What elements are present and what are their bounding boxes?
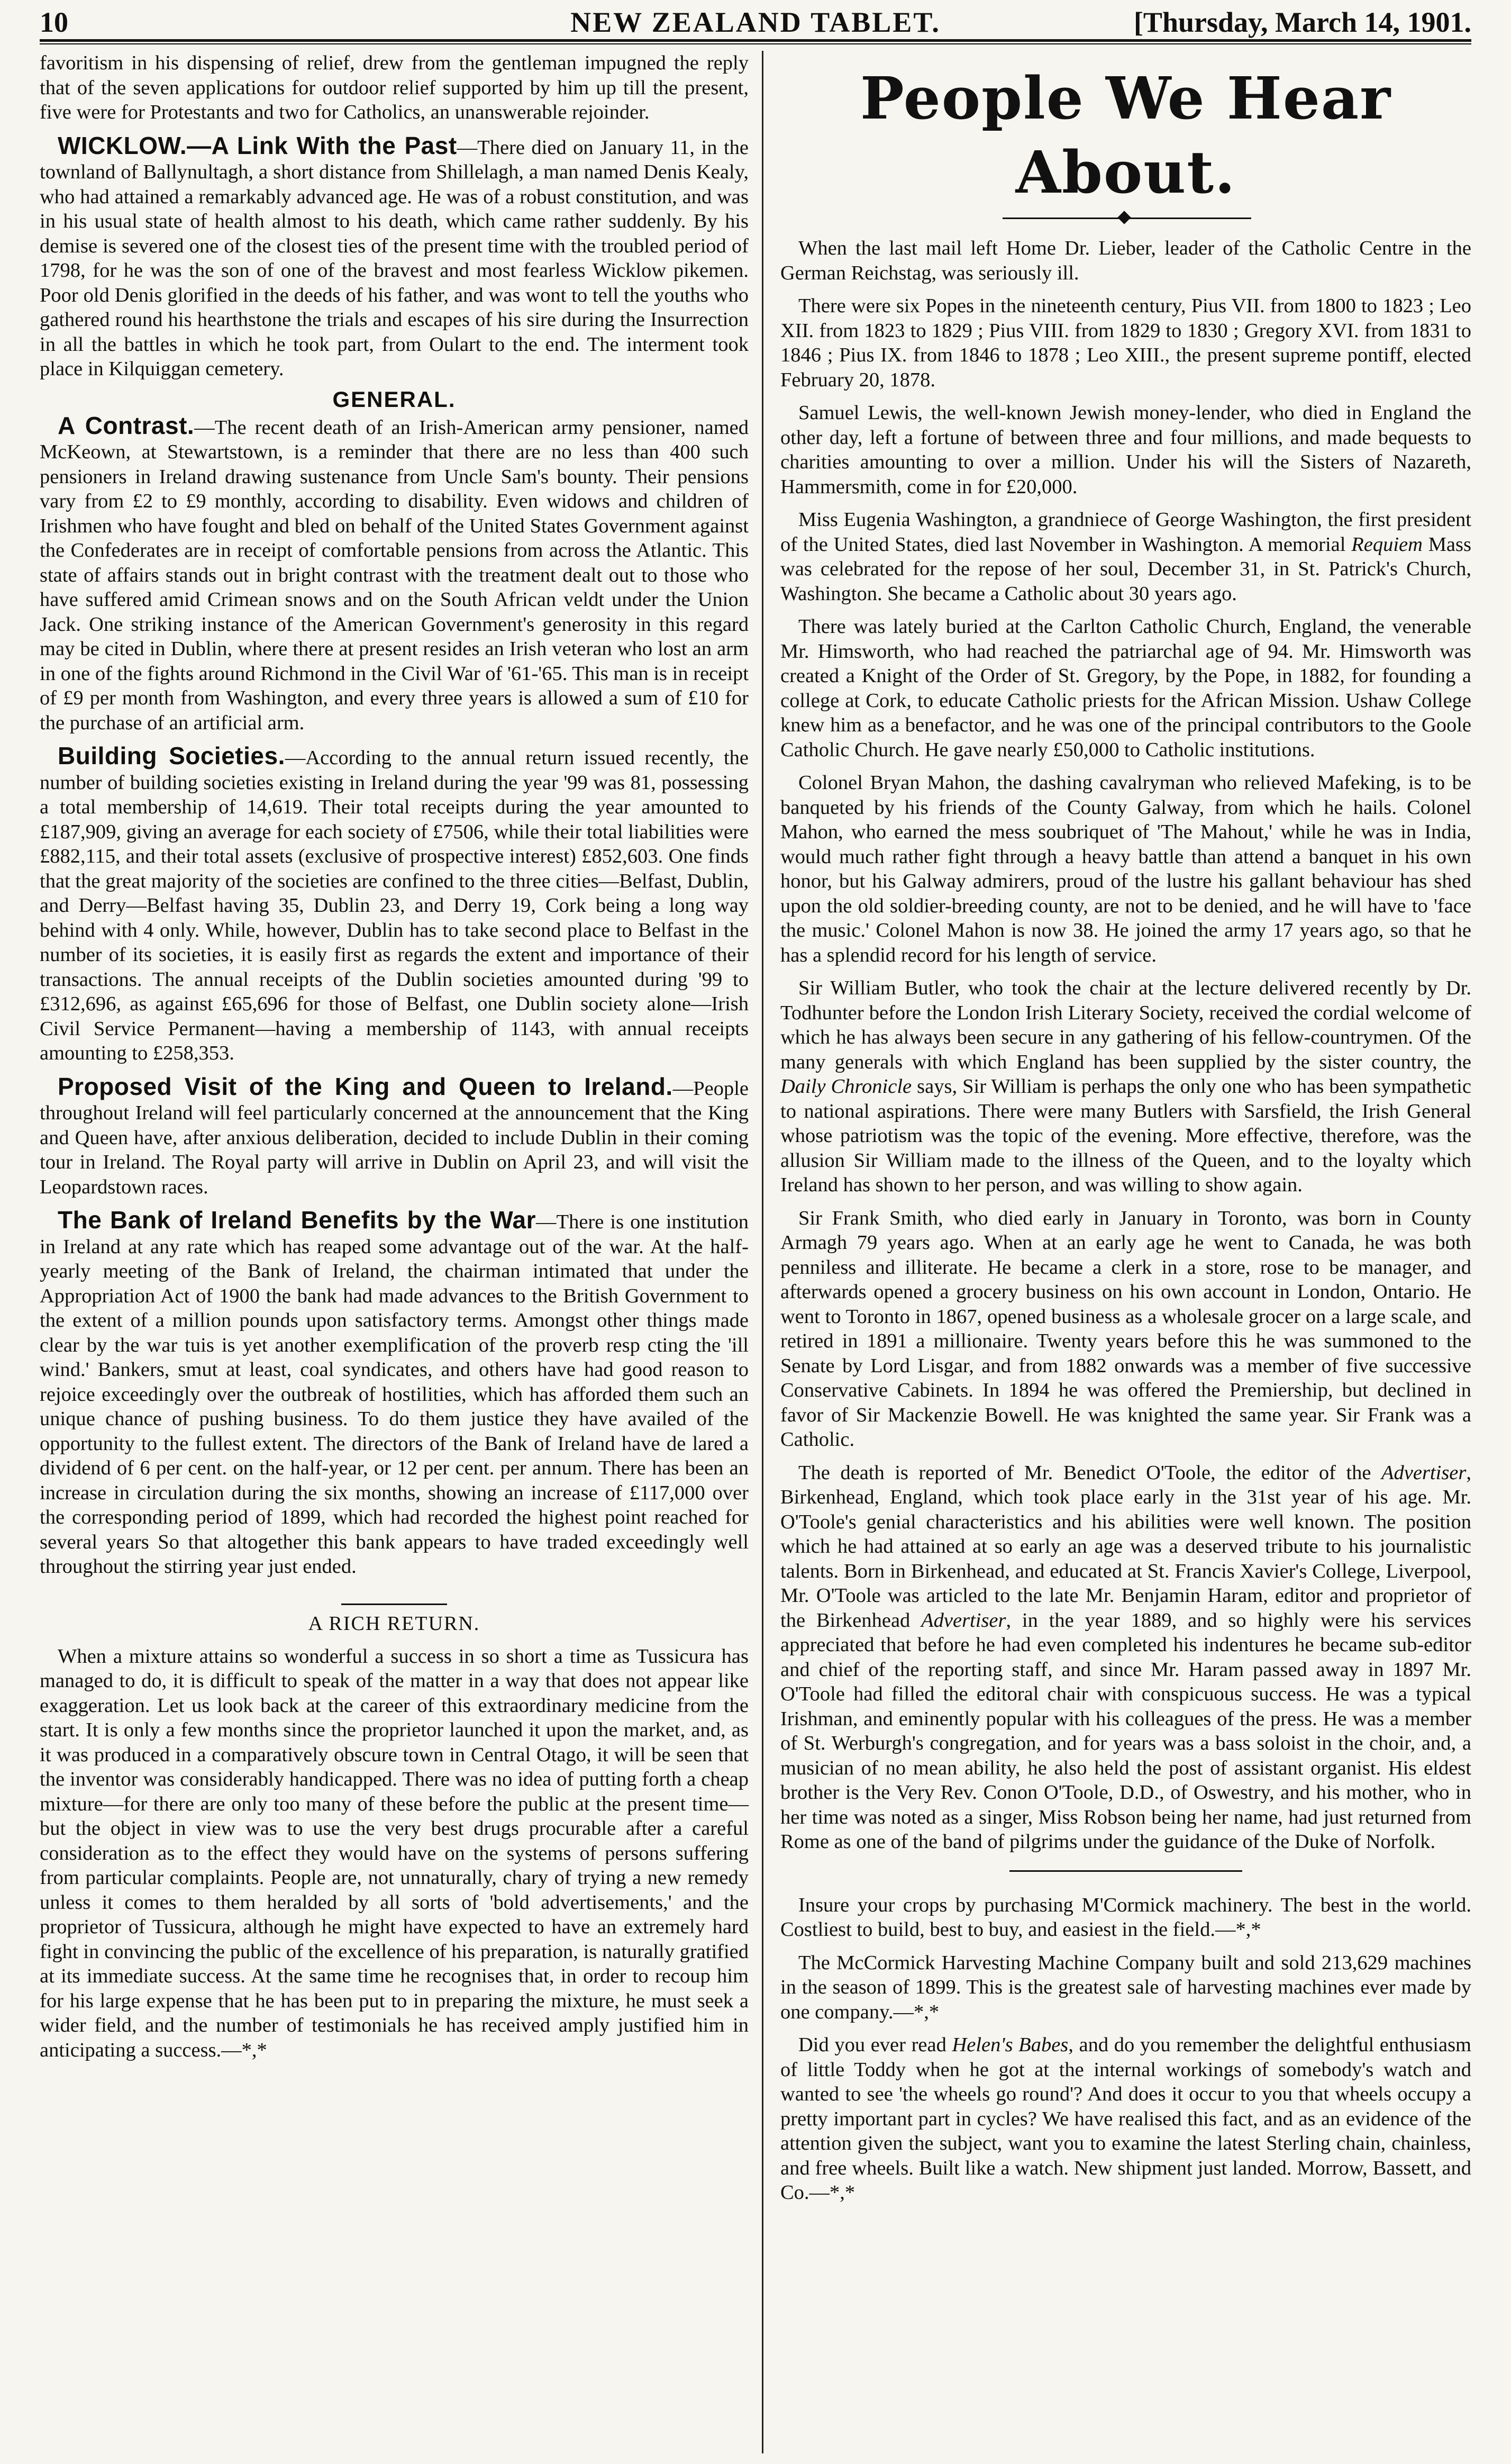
article-wicklow	[40, 133, 749, 382]
run-in-heading: A Contrast.	[58, 411, 195, 439]
article-text: —There is one institution in Ireland at any rate which has reaped some advantage out of the war. At the half-yearly meeting of the Bank of Ireland, the chairman intimated that under the Appropriation Act of 1900 the bank had made advances to the British Government to the extent of a million pounds upon satisfactory terms. Amongst other things made clear by the war tuis is yet another exemplification of the proverb resp cting the 'ill wind.' Bankers, smut at least, coal syndicates, and others have had good reason to rejoice exceedingly over the outbreak of hostilities, which has afforded them such an unique chance of pushing business. To do them justice they have availed of the opportunity to the fullest extent. The directors of the Bank of Ireland have de lared a dividend of 6 per cent. on the half-year, or 12 per cent. per annum. There has been an increase in circulation during the six months, showing an increase of £117,000 over the corresponding period of 1899, which had recorded the highest point reached for several years So that altogether this bank appears to have traded exceedingly well throughout the stirring year just ended.	[40, 1211, 749, 1578]
item-otoole	[780, 1461, 1471, 1854]
item-lieber: When the last mail left Home Dr. Lieber, leader of the Catholic Centre in the German Reichstag, was seriously ill.	[780, 237, 1471, 284]
text: Mass was celebrated for the repose of her soul, December 31, in St. Patrick's Church, Washington. She became a Catholic about 30 years ago.	[780, 533, 1471, 605]
header-rule-thin	[40, 43, 1471, 44]
newspaper-title: NEW ZEALAND TABLET.	[570, 6, 941, 38]
italic-text: Requiem	[1351, 533, 1423, 556]
text: The death is reported of Mr. Benedict O'Toole, the editor of the	[798, 1461, 1371, 1484]
page-number: 10	[40, 6, 68, 38]
article-text: —According to the annual return issued recently, the number of building societies existing in Ireland during the year '99 was 81, possessing a total membership of 14,619. Their total receipts during the year amounted to £187,909, giving an average for each society of £7506, while their total liabilities were £882,115, and their total assets (exclusive of prospective interest) £852,603. One finds that the great majority of the societies are confined to the three cities—Belfast, Dublin, and Derry—Belfast having 35, Dublin 23, and Derry 19, Cork being a long way behind with 4 only. While, however, Dublin has to take second place to Belfast in the number of its societies, it is easily first as regards the extent and importance of their transactions. The annual receipts of the Dublin societies amounted during '99 to £312,696, as against £65,696 for those of Belfast, one Dublin society alone—Irish Civil Service Permanent—having a membership of 1143, with annual receipts amounting to £258,353.	[40, 747, 749, 1064]
header-rule	[40, 39, 1471, 42]
issue-date: [Thursday, March 14, 1901.	[1133, 6, 1471, 38]
item-lewis: Samuel Lewis, the well-known Jewish money-lender, who died in England the other day, left a fortune of between three and four millions, and made bequests to charities amounting to over a million. Under his will the Sisters of Nazareth, Hammersmith, come in for £20,000.	[780, 402, 1471, 498]
article-text: —There died on January 11, in the townland of Ballynultagh, a short distance from Shillelagh, a man named Denis Kealy, who had attained a remarkably advanced age. He was of a robust constitution, and was in his usual state of health almost to his death, which came rather suddenly. By his demise is severed one of the closest ties of the present time with the troubled period of 1798, for he was the son of one of the bravest and most fearless Wicklow pikemen. Poor old Denis glorified in the deeds of his father, and was wont to tell the youths who gathered round his hearthstone the trials and escapes of his sire during the Insurrection in all the battles in which he took part, from Oulart to the end. The interment took place in Kilquiggan cemetery.	[40, 136, 749, 380]
section-heading-general: GENERAL.	[332, 386, 456, 412]
section-divider	[1009, 1870, 1242, 1872]
people-we-hear-about-heading: People We Hear About.	[860, 64, 1392, 206]
continued-paragraph: favoritism in his dispensing of relief, drew from the gentleman impugned the reply that of the seven applications for outdoor relief supported by him up till the present, five were for Protestants and two for Catholics, an unanswerable rejoinder.	[40, 52, 749, 123]
column-divider	[762, 51, 763, 2453]
right-column	[780, 51, 1471, 2205]
diamond-ornament-icon	[1117, 211, 1131, 224]
item-butler	[780, 976, 1471, 1198]
text: says, Sir William is perhaps the only one who has been sympathetic to national aspirations. There were many Butlers with Sarsfield, the Irish General whose patriotism was the topic of the evening. More effective, therefore, was the allusion Sir William made to the illness of the Queen, and to the loyalty which Ireland has shown to her person, and was willing to show again.	[780, 1075, 1472, 1196]
item-popes: There were six Popes in the nineteenth century, Pius VII. from 1800 to 1823 ; Leo XII. from 1823 to 1829 ; Pius VIII. from 1829 to 1830 ; Gregory XVI. from 1831 to 1846 ; Pius IX. from 1846 to 1878 ; Leo XIII., the present supreme pontiff, elected February 20, 1878.	[780, 295, 1471, 391]
article-text: —People throughout Ireland will feel particularly concerned at the announcement that the King and Queen have, after anxious deliberation, decided to include Dublin in their coming tour in Ireland. The Royal party will arrive in Dublin on April 23, and will visit the Leopardstown races.	[40, 1077, 749, 1198]
item-mahon: Colonel Bryan Mahon, the dashing cavalryman who relieved Mafeking, is to be banqueted by his friends of the County Galway, from which he hails. Colonel Mahon, who earned the mess soubriquet of 'The Mahout,' while he was in India, would much rather fight through a heavy battle than attend a banquet in his own honor, but his Galway admirers, proud of the lustre his gallant behaviour has shed upon the old soldier-breeding county, are not to be denied, and he will have to 'face the music.' Colonel Mahon is now 38. He joined the army 17 years ago, so that he has a splendid record for his length of service.	[780, 772, 1471, 966]
run-in-heading: The Bank of Ireland Benefits by the War	[58, 1206, 536, 1234]
article-text: —The recent death of an Irish-American army pensioner, named McKeown, at Stewartstown, is a reminder that there are no less than 400 such pensioners in Ireland drawing sustenance from Uncle Sam's bounty. Their pensions vary from £2 to £9 monthly, according to disability. Even widows and children of Irishmen who have fought and bled on behalf of the United States Government against the Confederates are in receipt of comfortable pensions from across the Atlantic. This state of affairs stands out in bright contrast with the treatment dealt out to those who have suffered amid Crimean snows and on the South African veldt under the Union Jack. One striking instance of the American Government's generosity in this regard may be cited in Dublin, where there at present resides an Irish veteran who lost an arm in one of the fights around Richmond in the Civil War of '61-'65. This man is in receipt of £9 per month from Washington, and every three years is allowed a sum of £10 for the purchase of an artificial arm.	[40, 416, 749, 734]
run-in-heading: Proposed Visit of the King and Queen to Ireland.	[58, 1072, 673, 1100]
text: Did you ever read	[798, 2034, 946, 2056]
article-royal-visit	[40, 1074, 749, 1200]
run-in-heading: Building Societies.	[58, 742, 285, 769]
text: Sir William Butler, who took the chair at the lecture delivered recently by Dr. Todhunter before the London Irish Literary Society, received the cordial welcome of which he has always been secure in any gathering of his fellow-countrymen. Of the many generals with which England has been supplied by the sister country, the	[780, 977, 1471, 1073]
heading-rich-return: A RICH RETURN.	[308, 1612, 480, 1635]
ad-helens-babes	[780, 2033, 1471, 2205]
article-contrast	[40, 413, 749, 736]
ad-mccormick: The McCormick Harvesting Machine Company built and sold 213,629 machines in the season of 1899. This is the greatest sale of harvesting machines ever made by one company.—*,*	[780, 1951, 1471, 2023]
left-column	[40, 51, 749, 2062]
ornament-rule	[780, 212, 1471, 224]
masthead	[40, 6, 1471, 38]
text: , in the year 1889, and so highly were his services appreciated that before he had even completed his indentures he became sub-editor and chief of the reporting staff, and since Mr. Haram passed away in 1897 Mr. O'Toole had filled the editoral chair with conspicuous success. He was a typical Irishman, and eminently popular with his colleagues of the press. He was a member of St. Werburgh's congregation, and for years was a bass soloist in the choir, and, a musician of no mean ability, he also held the post of assistant organist. His eldest brother is the Very Rev. Conon O'Toole, D.D., of Oswestry, and his mother, who in her time was noted as a singer, Miss Robson being her name, had just returned from Rome as one of the band of pilgrims under the guidance of the Duke of Norfolk.	[780, 1609, 1472, 1853]
section-divider	[341, 1604, 447, 1605]
ad-insure-crops: Insure your crops by purchasing M'Cormick machinery. The best in the world. Costliest to build, best to buy, and easiest in the field.—*,*	[780, 1894, 1471, 1941]
article-rich-return: When a mixture attains so wonderful a success in so short a time as Tussicura has managed to do, it is difficult to speak of the matter in a way that does not appear like exaggeration. Let us look back at the career of this extraordinary medicine from the start. It is only a few months since the proprietor launched it upon the market, and, as it was produced in a comparatively obscure town in Central Otago, it will be seen that the inventor was considerably handicapped. There was no idea of putting forth a cheap mixture—for there are only too many of these before the public at the present time—but the object in view was to use the very best drugs procurable after a careful consideration as to the effect they would have on the systems of persons suffering from particular complaints. People are, not unnaturally, chary of trying a new remedy unless it comes to them heralded by all sorts of 'bold advertisements,' and the proprietor of Tussicura, although he might have expected to have an extremely hard fight in convincing the public of the excellence of his preparation, is naturally gratified at its immediate success. At the same time he recognises that, in order to recoup him for his large expense that he has been put to in preparing the mixture, he must seek a wider field, and the number of testimonials he has received amply justified him in anticipating a success.—*,*	[40, 1645, 749, 2061]
italic-text: Daily Chronicle	[780, 1075, 912, 1098]
item-frank-smith: Sir Frank Smith, who died early in January in Toronto, was born in County Armagh 79 years ago. When at an early age he went to Canada, he was both penniless and illiterate. He became a clerk in a store, rose to be manager, and afterwards opened a grocery business on his own account in London, Ontario. He went to Toronto in 1867, opened business as a wholesale grocer on a large scale, and retired in 1891 a millionaire. Twenty years before this he was summoned to the Senate by Lord Lisgar, and from 1882 onwards was a member of five successive Conservative Cabinets. In 1894 he was offered the Premiership, but declined in favor of Sir Mackenzie Bowell. He was knighted the same year. Sir Frank was a Catholic.	[780, 1207, 1471, 1451]
run-in-heading: WICKLOW.—A Link With the Past	[58, 131, 457, 159]
item-washington	[780, 508, 1471, 606]
item-himsworth: There was lately buried at the Carlton Catholic Church, England, the venerable Mr. Himsworth, who had reached the patriarchal age of 94. Mr. Himsworth was created a Knight of the Order of St. Gregory, by the Pope, in 1882, for founding a college at Cork, to educate Catholic priests for the African Mission. Ushaw College knew him as a benefactor, and he was one of the principal contributors to the Goole Catholic Church. He gave nearly £50,000 to Catholic institutions.	[780, 615, 1471, 761]
italic-text: Advertiser	[921, 1609, 1006, 1632]
italic-text: Helen's Babes	[952, 2034, 1069, 2056]
article-bank-of-ireland	[40, 1208, 749, 1579]
italic-text: Advertiser	[1381, 1461, 1467, 1484]
text: , and do you remember the delightful enthusiasm of little Toddy when he got at the internal workings of somebody's watch and wanted to see 'the wheels go round'? And does it occur to you that wheels occupy a pretty important part in cycles? We have realised this fact, and as an evidence of the attention given the subject, want you to examine the latest Sterling chain, chainless, and free wheels. Built like a watch. New shipment just landed. Morrow, Bassett, and Co.—*,*	[780, 2034, 1472, 2204]
article-building-societies	[40, 744, 749, 1066]
text: , Birkenhead, England, which took place early in the 31st year of his age. Mr. O'Toole's genial characteristics and his abilities were well known. The position which he had attained at so early an age was a deserved tribute to his journalistic talents. Born in Birkenhead, and educated at St. Francis Xavier's College, Liverpool, Mr. O'Toole was articled to the late Mr. Benjamin Haram, editor and proprietor of the Birkenhead	[780, 1461, 1471, 1632]
text: Miss Eugenia Washington, a grandniece of George Washington, the first president of the United States, died last November in Washington. A memorial	[780, 509, 1471, 556]
